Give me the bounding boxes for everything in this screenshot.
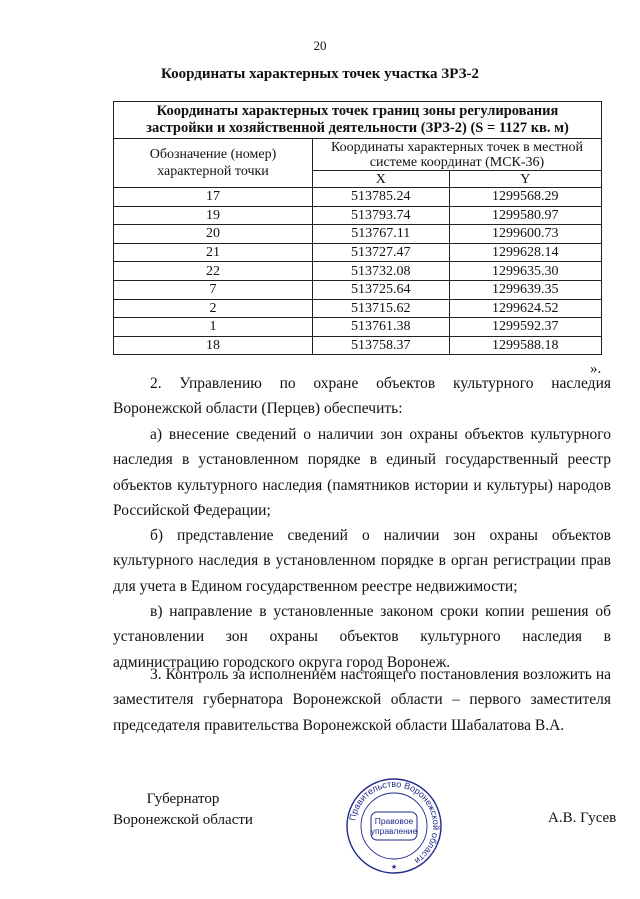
paragraph-2c: в) направление в установленные законом сроки копии решения об установлении зон охраны объектов культурного наследия в администрацию городского округа город Воронеж. [113,603,611,671]
y-value: 1299628.14 [449,243,601,262]
table-caption-line1: Координаты характерных точек границ зоны регулирования [156,103,559,119]
header-x: X [313,171,450,188]
x-value: 513725.64 [313,280,450,299]
signer-name: А.В. Гусев [548,810,617,826]
y-value: 1299580.97 [449,206,601,225]
point-number: 21 [114,243,313,262]
paragraph-2: 2. Управлению по охране объектов культурного наследия Воронежской области (Перцев) обеспечить: [113,375,611,418]
point-number: 7 [114,280,313,299]
y-value: 1299635.30 [449,262,601,281]
point-number: 17 [114,188,313,207]
x-value: 513727.47 [313,243,450,262]
y-value: 1299592.37 [449,318,601,337]
header-coordinate-system: Координаты характерных точек в местной системе координат (МСК-36) [313,139,602,171]
x-value: 513767.11 [313,225,450,244]
table-row [114,299,602,318]
point-number: 1 [114,318,313,337]
stamp-center-line2: управление [370,826,418,836]
y-value: 1299588.18 [449,336,601,355]
point-number: 20 [114,225,313,244]
paragraph-3: 3. Контроль за исполнением настоящего постановления возложить на заместителя губернатора Воронежской области – первого заместителя председателя правительства Воронежской области Шабалатова В.А. [113,666,611,734]
table-row [114,188,602,207]
y-value: 1299639.35 [449,280,601,299]
table-row [114,206,602,225]
point-number: 18 [114,336,313,355]
page-number: 20 [313,38,327,53]
point-number: 22 [114,262,313,281]
point-number: 19 [114,206,313,225]
table-row [114,336,602,355]
document-title: Координаты характерных точек участка ЗРЗ-2 [161,66,479,82]
y-value: 1299624.52 [449,299,601,318]
table-caption [114,102,602,139]
signer-title-line2: Воронежской области [113,812,253,828]
x-value: 513758.37 [313,336,450,355]
x-value: 513793.74 [313,206,450,225]
table-row [114,262,602,281]
table-row [114,318,602,337]
table-row [114,243,602,262]
official-stamp [344,776,444,876]
table-row [114,280,602,299]
closing-quote: ». [590,361,602,377]
x-value: 513715.62 [313,299,450,318]
paragraph-2b: б) представление сведений о наличии зон охраны объектов культурного наследия в установленном порядке в орган регистрации прав для учета в Едином государственном реестре недвижимости; [113,527,611,595]
signer-title-line1: Губернатор [146,791,220,807]
header-designation: Обозначение (номер) характерной точки [114,139,313,188]
paragraph-2a: а) внесение сведений о наличии зон охраны объектов культурного наследия в установленном порядке в единый государственный реестр объектов культурного наследия (памятников истории и культуры) народов Российской Федерации; [113,426,611,519]
y-value: 1299600.73 [449,225,601,244]
x-value: 513785.24 [313,188,450,207]
x-value: 513732.08 [313,262,450,281]
signer-title [113,789,253,831]
header-y: Y [449,171,601,188]
point-number: 2 [114,299,313,318]
table-caption-line2: застройки и хозяйственной деятельности (ЗРЗ-2) (S = 1127 кв. м) [146,120,569,136]
stamp-star-icon: ★ [390,864,398,871]
stamp-center-line1: Правовое [374,816,414,826]
table-row [114,225,602,244]
stamp-ring-text: Правительство Воронежской области [347,778,442,867]
x-value: 513761.38 [313,318,450,337]
coordinates-table [113,101,602,355]
y-value: 1299568.29 [449,188,601,207]
